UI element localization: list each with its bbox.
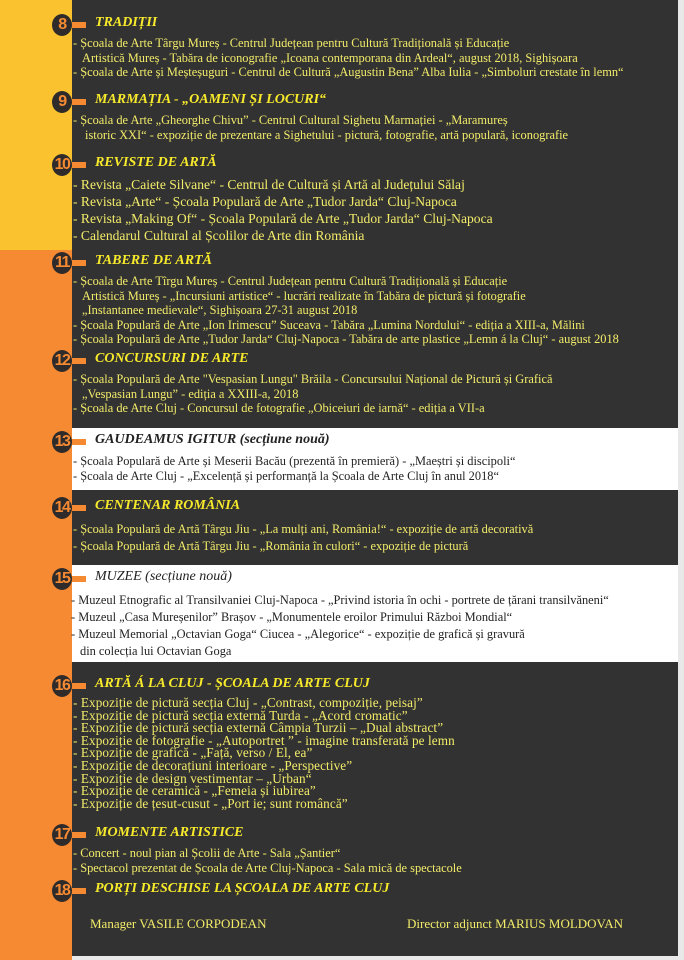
list-item: - Școala de Arte și Meșteșuguri - Centrul de Cultură „Augustin Bena” Alba Iulia - „Simboluri crestate în lemn“: [73, 65, 624, 80]
section-title: PORȚI DESCHISE LA ȘCOALA DE ARTE CLUJ: [95, 881, 390, 896]
list-item: - Calendarul Cultural al Școlilor de Arte din România: [73, 228, 365, 243]
section-header: [52, 14, 684, 36]
list-item: - Expoziție de pictură secția externă Turda - „Acord cromatic”: [73, 707, 408, 723]
accent-bar: [72, 832, 86, 838]
section-centenar: [52, 497, 684, 555]
section-header: [52, 568, 684, 590]
list-item: Artistică Mureș - „Incursiuni artistice“ - lucrări realizate în Tabăra de pictură și fotografie: [82, 288, 526, 303]
list-item: - Expoziție de pictură secția externă Câmpia Turzii – „Dual abstract”: [73, 720, 444, 736]
list-item: - Muzeul Memorial „Octavian Goga“ Ciucea - „Alegorice“ - expoziție de grafică și gravură: [71, 627, 525, 641]
section-arta-a-la-cluj: [52, 675, 684, 810]
section-reviste: [52, 154, 684, 244]
list-item: - Expoziție de fotografie - „Autoportret ” - imagine transferată pe lemn: [73, 732, 455, 748]
accent-bar: [72, 260, 86, 266]
list-item: - Expoziție de design vestimentar – „Urban“: [73, 770, 312, 786]
section-title: MARMAȚIA - „OAMENI ȘI LOCURI“: [95, 92, 327, 107]
list-item: - Școala Populară de Artă Târgu Jiu - „La mulți ani, România!“ - expoziție de artă decorativă: [73, 522, 534, 536]
list-item: - Școala de Arte Târgu Mureș - Centrul Județean pentru Cultură Tradițională și Educație: [73, 36, 510, 50]
section-title: MUZEE (secțiune nouă): [95, 569, 232, 584]
accent-bar: [72, 439, 86, 445]
section-title: MOMENTE ARTISTICE: [95, 825, 244, 840]
number-badge: 15: [52, 568, 72, 590]
section-title: CENTENAR ROMÂNIA: [95, 498, 241, 513]
number-badge: 10: [52, 154, 72, 176]
list-item: - Școala de Arte Cluj - Concursul de fotografie „Obiceiuri de iarnă“ - ediția a VII-a: [73, 401, 485, 416]
list-item: - Muzeul Etnografic al Transilvaniei Cluj-Napoca - „Privind istoria în ochi - portrete de țărani transilvăneni“: [71, 593, 609, 607]
section-title: ARTĂ Á LA CLUJ - ȘCOALA DE ARTE CLUJ: [95, 676, 370, 691]
section-header: [52, 880, 684, 902]
list-item: - Școala de Arte Tîrgu Mureș - Centrul Județean pentru Cultură Tradițională și Educație: [73, 274, 508, 288]
accent-bar: [72, 99, 86, 105]
section-porti-deschise: [52, 880, 684, 902]
accent-bar: [72, 683, 86, 689]
list-item: - Școala Populară de Artă Târgu Jiu - „România în culori“ - expoziție de pictură: [73, 539, 469, 553]
list-item: - Școala de Arte „Gheorghe Chivu” - Centrul Cultural Sighetu Marmației - „Maramureș: [73, 113, 508, 127]
number-badge: 13: [52, 431, 72, 453]
section-gaudeamus: [52, 431, 684, 483]
number-badge: 11: [52, 252, 72, 274]
list-item: Artistică Mureș - Tabăra de iconografie „Icoana contemporana din Ardeal“, august 2018, Sighișoara: [82, 50, 578, 65]
section-marmatia: [52, 91, 684, 142]
list-item: - Școala Populară de Arte și Meserii Bacău (prezentă în premieră) - „Maeștri și discipoli“: [73, 454, 516, 468]
number-badge: 16: [52, 675, 72, 697]
accent-bar: [72, 22, 86, 28]
accent-bar: [72, 358, 86, 364]
section-header: [52, 431, 684, 453]
list-item: din colecția lui Octavian Goga: [80, 644, 232, 658]
section-title: TRADIȚII: [95, 15, 158, 30]
list-item: - Muzeul „Casa Mureșenilor” Brașov - „Monumentele eroilor Primului Război Mondial“: [71, 610, 513, 624]
section-header: [52, 824, 684, 846]
section-title: GAUDEAMUS IGITUR (secțiune nouă): [95, 432, 330, 447]
list-item: istoric XXI“ - expoziție de prezentare a Sighetului - pictură, fotografie, artă populară, iconografie: [85, 127, 569, 142]
section-header: [52, 252, 684, 274]
list-item: - Revista „Making Of“ - Școala Populară de Arte „Tudor Jarda“ Cluj-Napoca: [73, 211, 493, 226]
list-item: - Revista „Arte“ - Școala Populară de Arte „Tudor Jarda“ Cluj-Napoca: [73, 194, 457, 209]
section-title: TABERE DE ARTĂ: [95, 253, 212, 268]
list-item: - Școala Populară de Arte „Tudor Jarda“ Cluj-Napoca - Tabăra de arte plastice „Lemn á la Cluj“ - august 2018: [73, 332, 619, 347]
signature-director-adjunct: Director adjunct MARIUS MOLDOVAN: [407, 916, 624, 931]
list-item: - Școala Populară de Arte "Vespasian Lungu" Brăila - Concursului Național de Pictură și Grafică: [73, 372, 553, 386]
accent-bar: [72, 888, 86, 894]
section-title: REVISTE DE ARTĂ: [95, 155, 217, 170]
number-badge: 18: [52, 880, 72, 902]
list-item: - Expoziție de pictură secția Cluj - „Contrast, compoziție, peisaj”: [73, 695, 423, 710]
list-item: - Școala de Arte Cluj - „Excelență și performanță la Școala de Arte Cluj în anul 2018“: [73, 468, 499, 483]
section-header: [52, 497, 684, 519]
number-badge: 14: [52, 497, 72, 519]
section-tabere: [52, 252, 684, 347]
section-muzee: [52, 568, 684, 660]
section-header: [52, 91, 684, 113]
signature-manager: Manager VASILE CORPODEAN: [90, 916, 267, 931]
section-concursuri: [52, 350, 684, 416]
section-traditii: [52, 14, 684, 80]
list-item: - Spectacol prezentat de Școala de Arte Cluj-Napoca - Sala mică de spectacole: [73, 860, 462, 875]
list-item: - Expoziție de ceramică - „Femeia și iubirea”: [73, 783, 316, 799]
section-title: CONCURSURI DE ARTE: [95, 351, 249, 366]
list-item: „Instantanee medievale“, Sighișoara 27-31 august 2018: [82, 303, 358, 318]
list-item: - Expoziție de grafică - „Față, verso / El, ea”: [73, 745, 313, 761]
number-badge: 17: [52, 824, 72, 846]
number-badge: 9: [52, 91, 72, 113]
accent-bar: [72, 505, 86, 511]
list-item: „Vespasian Lungu” - ediția a XXIII-a, 2018: [82, 386, 299, 401]
number-badge: 12: [52, 350, 72, 372]
list-item: - Revista „Caiete Silvane“ - Centrul de Cultură și Artă al Județului Sălaj: [73, 177, 465, 192]
section-header: [52, 675, 684, 697]
list-item: - Expoziție de țesut-cusut - „Port ie; sunt româncă”: [73, 795, 348, 811]
list-item: - Școala Populară de Arte „Ion Irimescu” Suceava - Tabăra „Lumina Nordului“ - ediția a XIII-a, Mălini: [73, 317, 585, 332]
number-badge: 8: [52, 14, 72, 36]
section-header: [52, 154, 684, 176]
section-header: [52, 350, 684, 372]
list-item: - Expoziție de decorațiuni interioare - „Perspective”: [73, 757, 353, 773]
accent-bar: [72, 162, 86, 168]
list-item: - Concert - noul pian al Școlii de Arte - Sala „Șantier“: [73, 846, 341, 860]
section-momente-artistice: [52, 824, 684, 875]
accent-bar: [72, 576, 86, 582]
